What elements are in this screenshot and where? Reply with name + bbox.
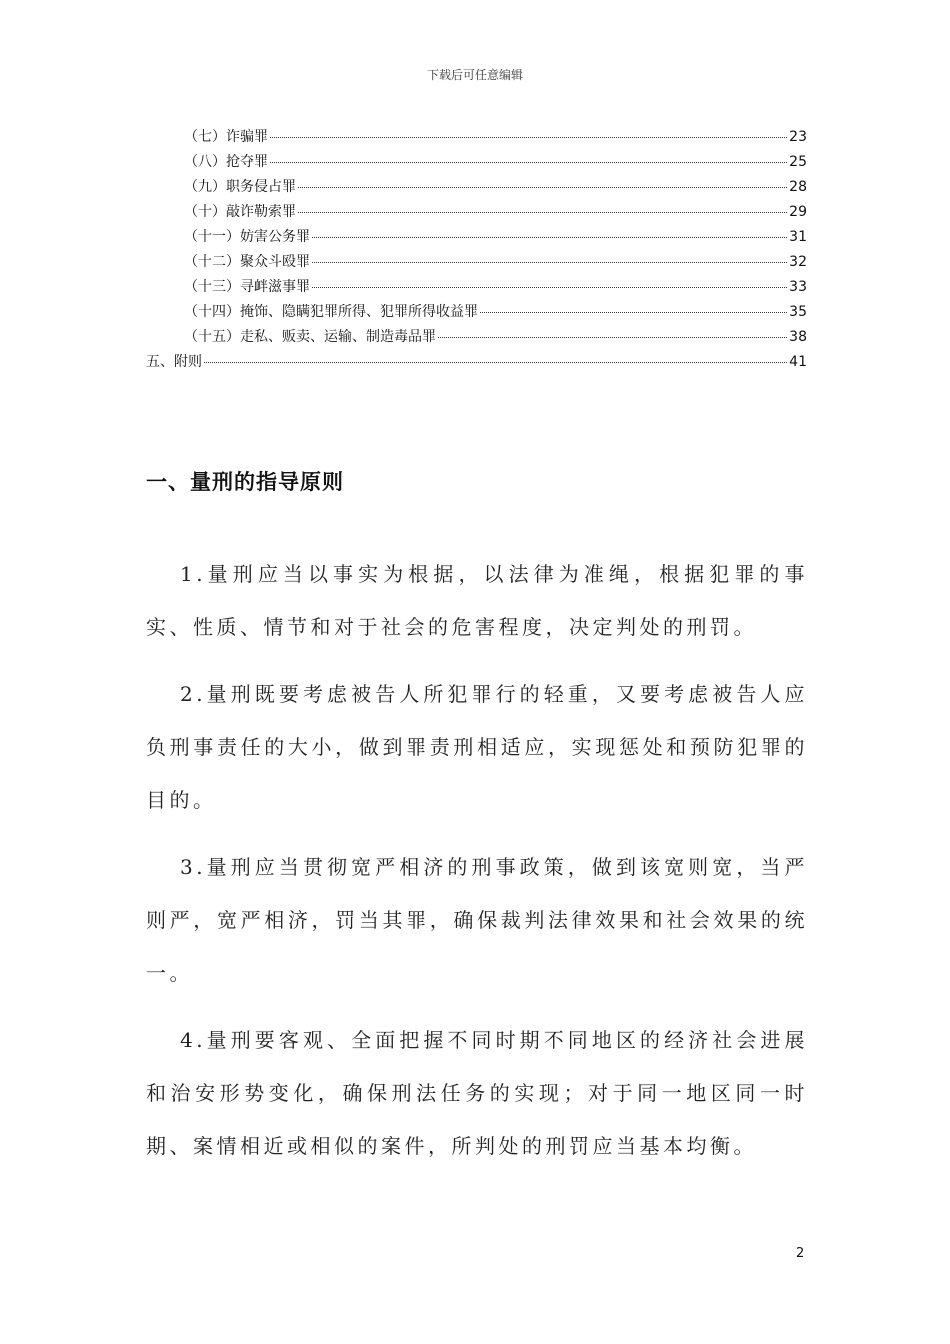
toc-leader-dots: [204, 361, 787, 363]
toc-entry[interactable]: [146, 176, 807, 201]
toc-entry-page: 32: [789, 254, 807, 270]
toc-leader-dots: [438, 336, 787, 338]
toc-leader-dots: [312, 236, 787, 238]
toc-leader-dots: [298, 186, 787, 188]
toc-entry-label: （十）敲诈勒索罪: [184, 204, 296, 220]
section-heading: 一、量刑的指导原则: [146, 470, 344, 494]
toc-entry-page: 29: [789, 204, 807, 220]
toc-leader-dots: [312, 261, 787, 263]
paragraph: 2.量刑既要考虑被告人所犯罪行的轻重，又要考虑被告人应负刑事责任的大小，做到罪责刑相适应，实现惩处和预防犯罪的目的。: [146, 682, 808, 812]
toc-entry-page: 33: [789, 279, 807, 295]
section-body: [146, 548, 808, 1187]
toc-entry-page: 38: [789, 329, 807, 345]
toc-entry[interactable]: [146, 326, 807, 351]
toc-entry[interactable]: [146, 226, 807, 251]
page-header: 下载后可任意编辑: [426, 68, 523, 82]
toc-entry[interactable]: [146, 201, 807, 226]
toc-entry-label: （十三）寻衅滋事罪: [184, 279, 310, 295]
page-number: 2: [796, 1246, 805, 1261]
toc-entry[interactable]: [146, 351, 807, 376]
toc-entry-page: 41: [789, 354, 807, 370]
toc-entry-label: 五、附则: [146, 354, 202, 370]
toc-entry-page: 23: [789, 129, 807, 145]
toc-entry[interactable]: [146, 251, 807, 276]
toc-entry[interactable]: [146, 301, 807, 326]
toc-entry-label: （八）抢夺罪: [184, 154, 268, 170]
toc-entry-label: （九）职务侵占罪: [184, 179, 296, 195]
toc-entry-page: 25: [789, 154, 807, 170]
toc-leader-dots: [270, 136, 787, 138]
toc-entry-page: 31: [789, 229, 807, 245]
toc-entry-label: （十五）走私、贩卖、运输、制造毒品罪: [184, 329, 436, 345]
toc-leader-dots: [480, 311, 787, 313]
toc-entry-page: 28: [789, 179, 807, 195]
toc-entry-label: （十一）妨害公务罪: [184, 229, 310, 245]
paragraph: 4.量刑要客观、全面把握不同时期不同地区的经济社会进展和治安形势变化，确保刑法任务的实现；对于同一地区同一时期、案情相近或相似的案件，所判处的刑罚应当基本均衡。: [146, 1028, 808, 1158]
paragraph: 3.量刑应当贯彻宽严相济的刑事政策，做到该宽则宽，当严则严，宽严相济，罚当其罪，确保裁判法律效果和社会效果的统一。: [146, 855, 808, 985]
toc-leader-dots: [270, 161, 787, 163]
toc-entry[interactable]: [146, 126, 807, 151]
toc-entry[interactable]: [146, 276, 807, 301]
toc-leader-dots: [298, 211, 787, 213]
toc-entry-page: 35: [789, 304, 807, 320]
toc-entry-label: （十二）聚众斗殴罪: [184, 254, 310, 270]
toc-entry[interactable]: [146, 151, 807, 176]
toc-entry-label: （七）诈骗罪: [184, 129, 268, 145]
toc-entry-label: （十四）掩饰、隐瞒犯罪所得、犯罪所得收益罪: [184, 304, 478, 320]
table-of-contents: [146, 126, 807, 376]
paragraph: 1.量刑应当以事实为根据，以法律为准绳，根据犯罪的事实、性质、情节和对于社会的危害程度，决定判处的刑罚。: [146, 562, 808, 639]
toc-leader-dots: [312, 286, 787, 288]
